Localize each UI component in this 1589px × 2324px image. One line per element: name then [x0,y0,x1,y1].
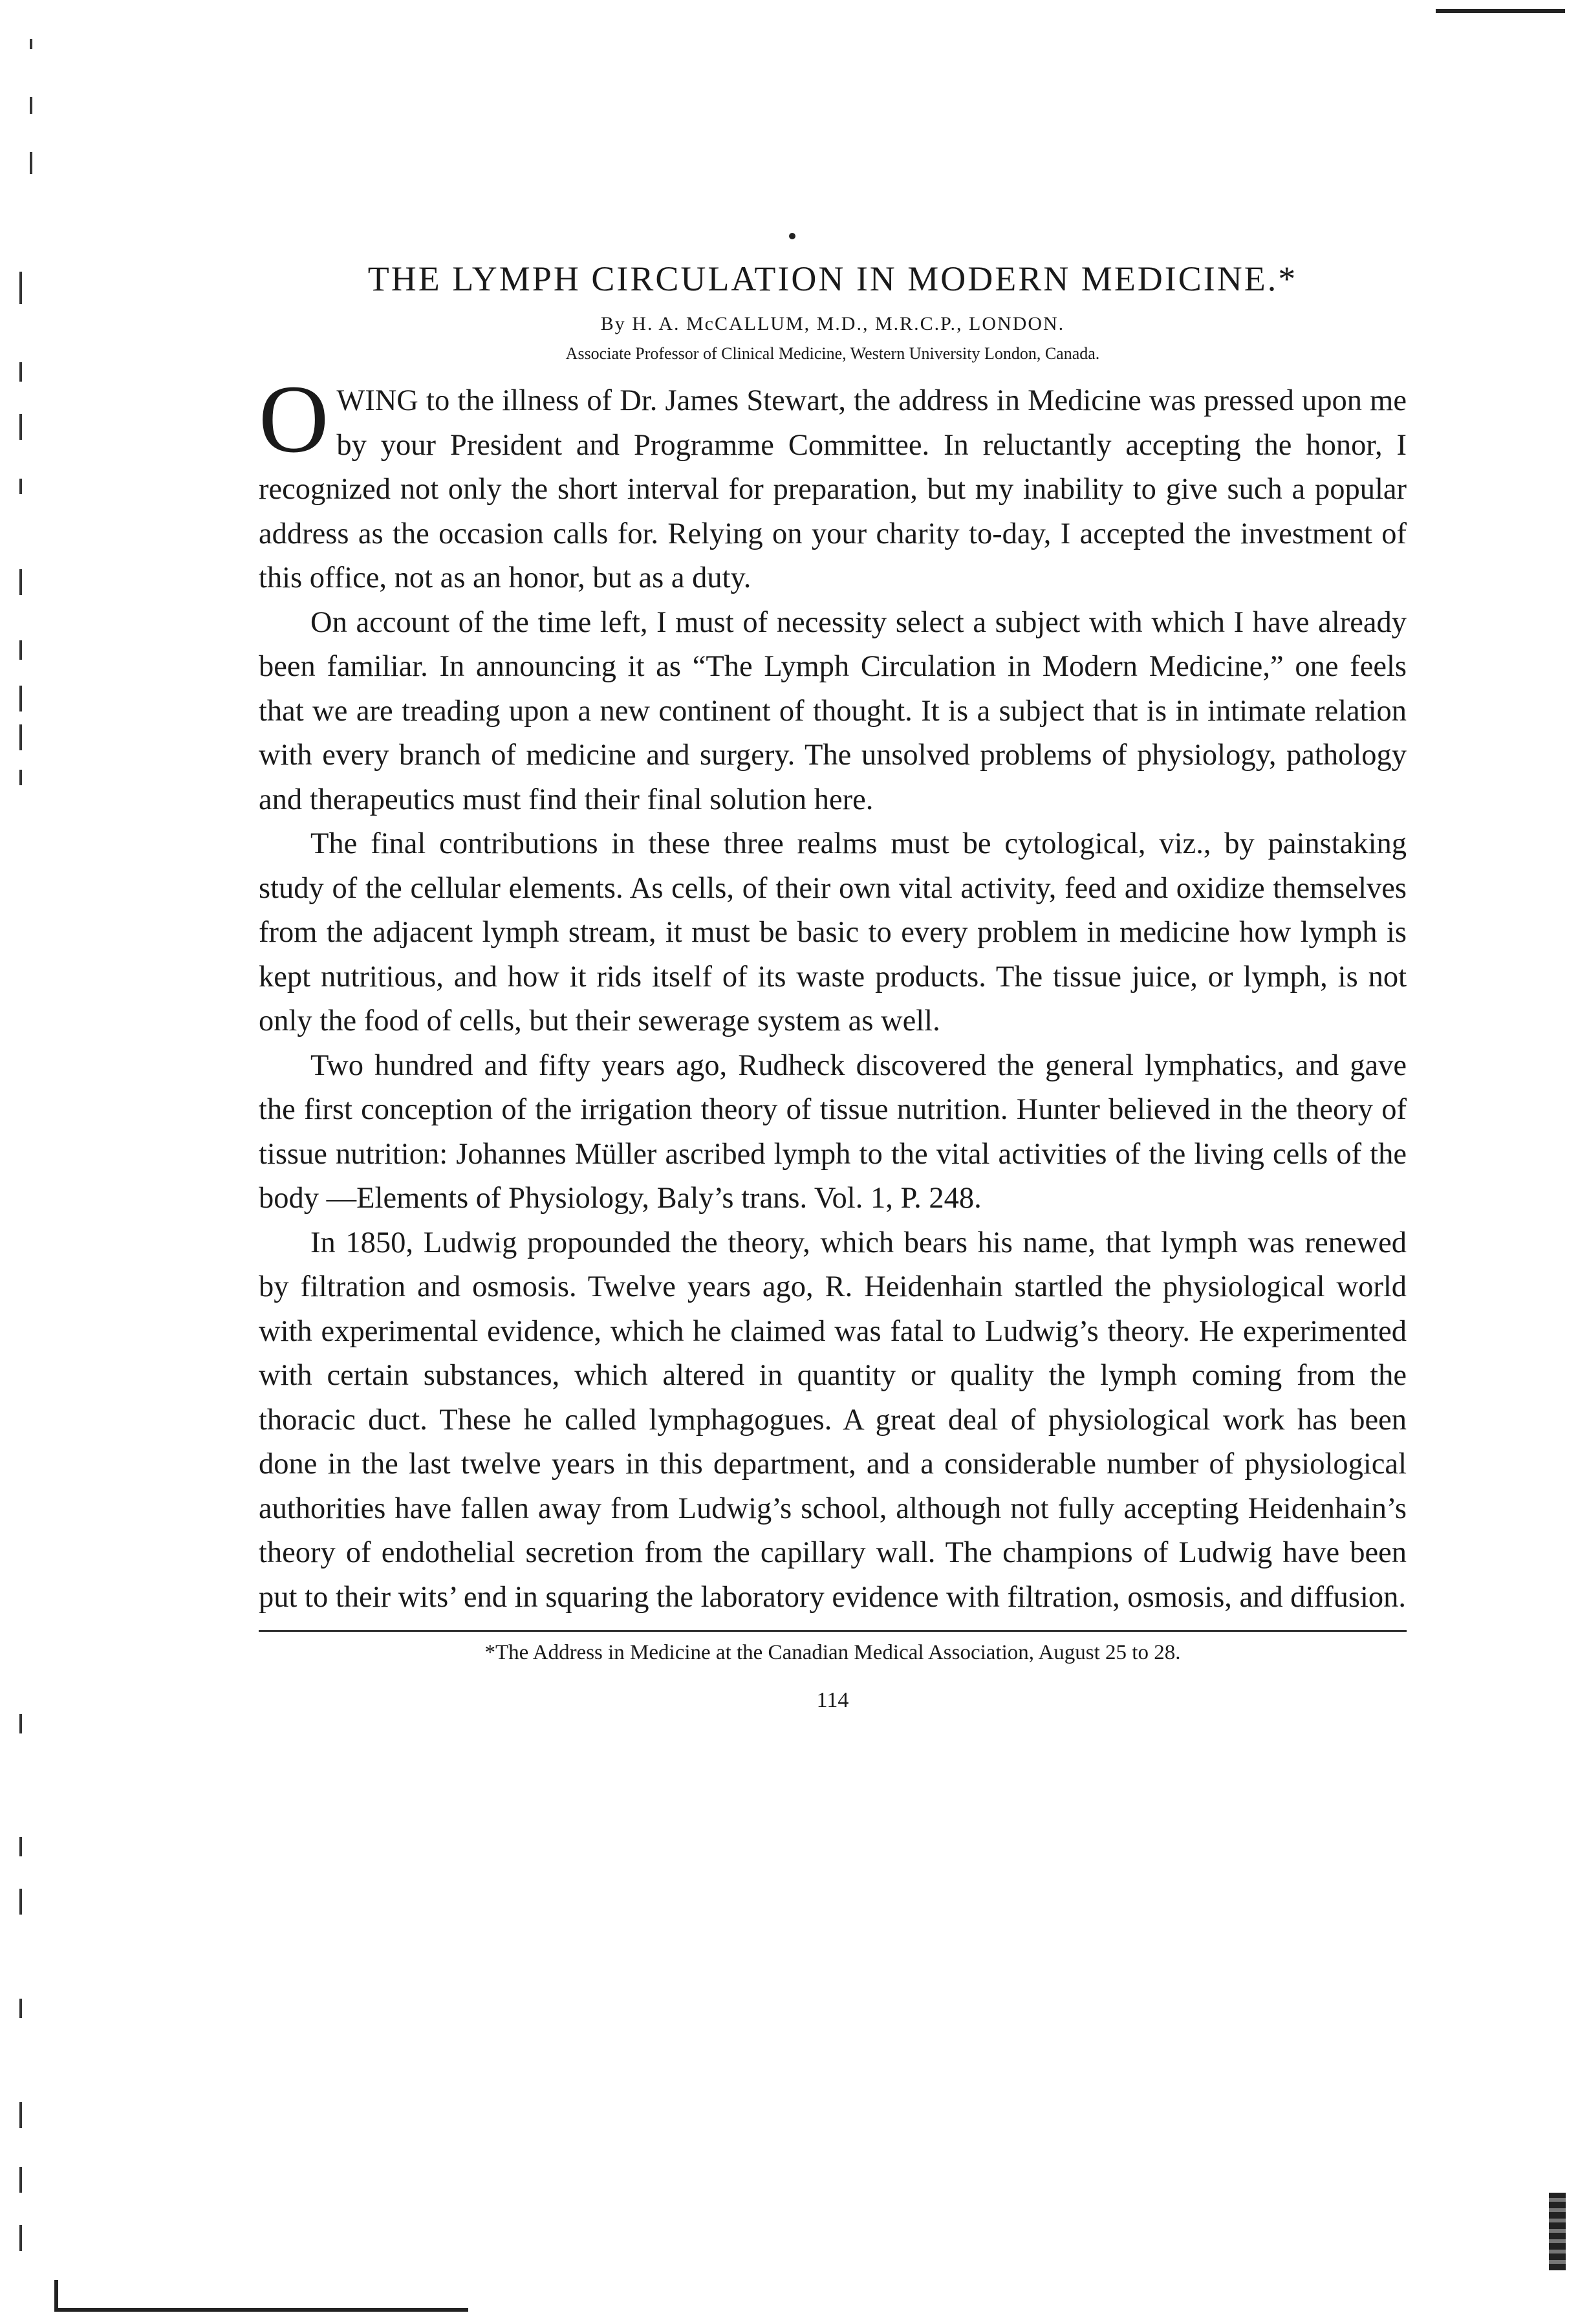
paragraph-2: On account of the time left, I must of necessity select a subject with which I have already been familiar. In announcing it as “The Lymph Circulation in Modern Medicine,” one feels that we are treading upon a new continent of thought. It is a subject that is in intimate relation with every branch of medicine and surgery. The unsolved problems of physiology, pathology and therapeutics must find their final solution here. [259,605,1407,816]
paragraph-1 [259,365,1407,601]
author-affiliation: Associate Professor of Clinical Medicine, Western University London, Canada. [565,344,1100,363]
ornament-dot [789,233,795,239]
paragraph-5: In 1850, Ludwig propounded the theory, which bears his name, that lymph was renewed by filtration and osmosis. Twelve years ago, R. Heidenhain startled the physiological world with experimental evidence, which he claimed was fatal to Ludwig’s theory. He experimented with certain substances, which altered in quantity or quality the lymph coming from the thoracic duct. These he called lymphagogues. A great deal of physiological work has been done in the last twelve years in this department, and a considerable number of physiological authorities have fallen away from Ludwig’s school, although not fully accepting Heidenhain’s theory of endothelial secretion from the capillary wall. The champions of Ludwig have been put to their wits’ end in squaring the laboratory evidence with filtration, osmosis, and diffusion. [259,1226,1407,1614]
scan-top-rule [1436,9,1565,13]
drop-cap: O [259,365,329,473]
paragraph-1-text: WING to the illness of Dr. James Stewart, the address in Medicine was pressed upon me by your President and Programme Committee. In reluctantly accepting the honor, I recognized not only the short interval for preparation, but my inability to give such a popular address as the occasion calls for. Relying on your charity to-day, I accepted the investment of this office, not as an honor, but as a duty. [259,384,1407,594]
footnote-divider [259,1630,1407,1632]
author-byline: By H. A. McCALLUM, M.D., M.R.C.P., LONDON. [600,313,1065,334]
scan-corner-mark [54,2280,58,2311]
footnote: *The Address in Medicine at the Canadian Medical Association, August 25 to 28. [484,1641,1181,1664]
article-page [259,259,1407,1713]
paragraph-3: The final contributions in these three realms must be cytological, viz., by painstaking study of the cellular elements. As cells, of their own vital activity, feed and oxidize themselves from the adjacent lymph stream, it must be basic to every problem in medicine how lymph is kept nutritious, and how it rids itself of its waste products. The tissue juice, or lymph, is not only the food of cells, but their sewerage system as well. [259,827,1407,1037]
article-title: THE LYMPH CIRCULATION IN MODERN MEDICINE.* [367,259,1298,298]
scan-edge-artifact [1549,2193,1566,2270]
paragraph-4: Two hundred and fifty years ago, Rudheck discovered the general lymphatics, and gave the first conception of the irrigation theory of tissue nutrition. Hunter believed in the theory of tissue nutrition: Johannes Müller ascribed lymph to the vital activities of the living cells of the body —Elements of Physiology, Baly’s trans. Vol. 1, P. 248. [259,1048,1407,1215]
scan-corner-line [54,2308,468,2312]
article-body [259,365,1407,1620]
page-number: 114 [816,1688,849,1712]
